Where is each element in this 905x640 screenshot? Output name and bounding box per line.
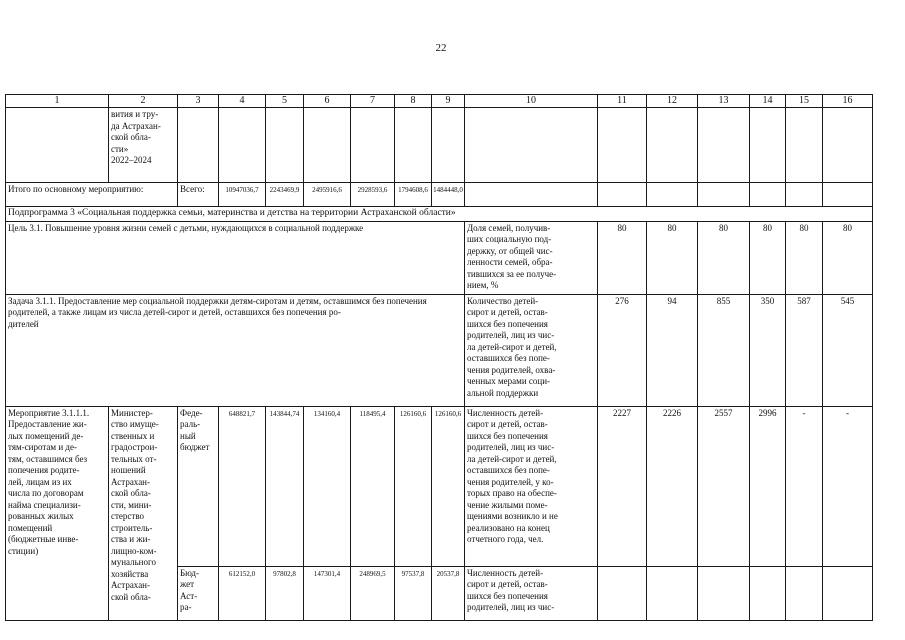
header-cell: 8 <box>395 95 432 108</box>
empty-cell <box>598 183 647 207</box>
empty-cell <box>647 108 698 183</box>
funding-value: 248969,5 <box>351 566 395 620</box>
empty-cell <box>698 108 750 183</box>
goal-row <box>6 221 873 294</box>
target-value: 2226 <box>647 406 698 566</box>
header-cell: 1 <box>6 95 109 108</box>
target-value: 80 <box>698 221 750 294</box>
funding-value: 126160,6 <box>395 406 432 566</box>
activity-row <box>6 406 873 566</box>
funding-value: 2243469,9 <box>266 183 304 207</box>
funding-value: 97537,8 <box>395 566 432 620</box>
empty-cell <box>6 108 109 183</box>
empty-cell <box>598 108 647 183</box>
goal-text: Цель 3.1. Повышение уровня жизни семей с детьми, нуждающихся в социальной поддержке <box>6 221 465 294</box>
funding-value: 648821,7 <box>219 406 266 566</box>
funding-value: 1794608,6 <box>395 183 432 207</box>
target-value: 2227 <box>598 406 647 566</box>
task-row <box>6 294 873 406</box>
empty-cell <box>786 183 823 207</box>
funding-value: 10947036,7 <box>219 183 266 207</box>
funding-value: 612152,0 <box>219 566 266 620</box>
target-value: 350 <box>750 294 786 406</box>
funding-value: 1484448,0 <box>432 183 465 207</box>
header-cell: 9 <box>432 95 465 108</box>
funding-value: 143844,74 <box>266 406 304 566</box>
funding-source: Бюд- жет Аст- ра- <box>178 566 219 620</box>
header-cell: 3 <box>178 95 219 108</box>
total-row <box>6 183 873 207</box>
funding-value: 134160,4 <box>304 406 351 566</box>
target-value: 80 <box>786 221 823 294</box>
empty-cell <box>465 108 598 183</box>
header-cell: 10 <box>465 95 598 108</box>
total-label: Итого по основному мероприятию: <box>6 183 178 207</box>
subprogram-title: Подпрограмма 3 «Социальная поддержка семьи, материнства и детства на территории Астраханской области» <box>6 207 873 222</box>
target-value <box>786 566 823 620</box>
activity-indicator: Численность детей- сирот и детей, остав- шихся без попечения родителей, лиц из чис- ла детей-сирот и детей, оставшихся без попе- чения родителей, у ко- торых право на обеспе- чение жилыми поме- щениями возникло и не реализовано на конец отчетного года, чел. <box>465 406 598 566</box>
empty-cell <box>465 183 598 207</box>
empty-cell <box>823 183 873 207</box>
activity-indicator: Численность детей- сирот и детей, остав- шихся без попечения родителей, лиц из чис- <box>465 566 598 620</box>
empty-cell <box>647 183 698 207</box>
funding-value: 118495,4 <box>351 406 395 566</box>
funding-value: 2495916,6 <box>304 183 351 207</box>
header-row <box>6 95 873 108</box>
funding-value: 147301,4 <box>304 566 351 620</box>
target-value: 80 <box>647 221 698 294</box>
activity-name: Мероприятие 3.1.1.1. Предоставление жи- лых помещений де- тям-сиротам и де- тям, оставшимся без попечения родите- лей, лицам из их числа по договорам найма специализи- рованных жилых помещений (бюджетные инве- стиции) <box>6 406 109 620</box>
target-value <box>647 566 698 620</box>
funding-value: 126160,6 <box>432 406 465 566</box>
target-value <box>823 566 873 620</box>
continuation-row <box>6 108 873 183</box>
empty-cell <box>219 108 266 183</box>
header-cell: 12 <box>647 95 698 108</box>
empty-cell <box>823 108 873 183</box>
task-indicator: Количество детей- сирот и детей, остав- шихся без попечения родителей, лиц из чис- ла детей-сирот и детей, оставшихся без попе- чения родителей, охва- ченных мерами соци- альной поддержки <box>465 294 598 406</box>
header-cell: 13 <box>698 95 750 108</box>
target-value: 94 <box>647 294 698 406</box>
empty-cell <box>750 108 786 183</box>
target-value: 2996 <box>750 406 786 566</box>
target-value: 80 <box>598 221 647 294</box>
target-value: 545 <box>823 294 873 406</box>
header-cell: 11 <box>598 95 647 108</box>
empty-cell <box>698 183 750 207</box>
goal-indicator: Доля семей, получив- ших социальную под- держку, от общей чис- ленности семей, обра- тившихся за ее получе- нием, % <box>465 221 598 294</box>
header-cell: 16 <box>823 95 873 108</box>
target-value: 2557 <box>698 406 750 566</box>
empty-cell <box>178 108 219 183</box>
target-value <box>698 566 750 620</box>
page-number: 22 <box>435 42 447 54</box>
target-value: 276 <box>598 294 647 406</box>
target-value: 587 <box>786 294 823 406</box>
header-cell: 7 <box>351 95 395 108</box>
target-value: - <box>786 406 823 566</box>
target-value <box>598 566 647 620</box>
activity-executor: Министер- ство имуще- ственных и градострои- тельных от- ношений Астрахан- ской обла- сти, мини- стерство строитель- ства и жи- лищно-ком- мунального хозяйства Астрахан- ской обла- <box>109 406 178 620</box>
target-value: 80 <box>750 221 786 294</box>
target-value <box>750 566 786 620</box>
header-cell: 5 <box>266 95 304 108</box>
program-table <box>5 94 873 621</box>
header-cell: 14 <box>750 95 786 108</box>
target-value: - <box>823 406 873 566</box>
header-cell: 15 <box>786 95 823 108</box>
empty-cell <box>432 108 465 183</box>
empty-cell <box>304 108 351 183</box>
funding-source: Феде- раль- ный бюджет <box>178 406 219 566</box>
funding-value: 2928593,6 <box>351 183 395 207</box>
empty-cell <box>266 108 304 183</box>
empty-cell <box>786 108 823 183</box>
funding-source: Всего: <box>178 183 219 207</box>
task-text: Задача 3.1.1. Предоставление мер социальной поддержки детям-сиротам и детям, оставшимся без попечения родителей, а также лицам из числа детей-сирот и детей, оставшихся без попечения ро- дителей <box>6 294 465 406</box>
header-cell: 4 <box>219 95 266 108</box>
header-cell: 6 <box>304 95 351 108</box>
target-value: 855 <box>698 294 750 406</box>
empty-cell <box>750 183 786 207</box>
subprogram-row <box>6 207 873 222</box>
funding-value: 97802,8 <box>266 566 304 620</box>
empty-cell <box>351 108 395 183</box>
executor-continuation: вития и тру- да Астрахан- ской обла- сти» 2022–2024 <box>109 108 178 183</box>
target-value: 80 <box>823 221 873 294</box>
empty-cell <box>395 108 432 183</box>
header-cell: 2 <box>109 95 178 108</box>
funding-value: 20537,8 <box>432 566 465 620</box>
